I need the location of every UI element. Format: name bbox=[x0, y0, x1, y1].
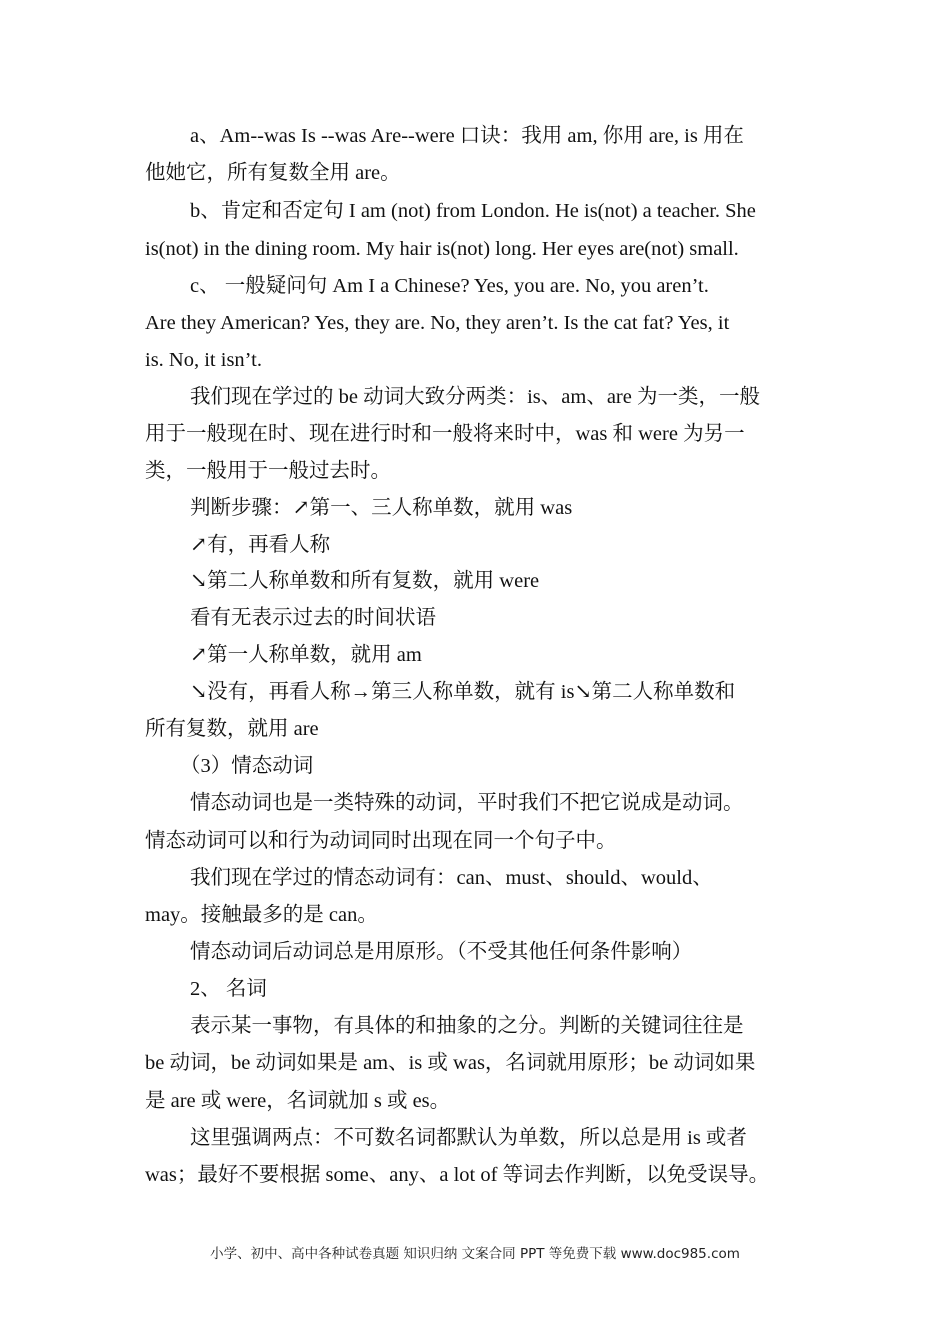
text-line: is(not) in the dining room. My hair is(not) long. Her eyes are(not) small. bbox=[145, 238, 739, 260]
text-line: was；最好不要根据 some、any、a lot of 等词去作判断，以免受误导。 bbox=[145, 1164, 770, 1186]
text-line: 判断步骤：↗第一、三人称单数，就用 was bbox=[190, 497, 573, 519]
text-line: b、肯定和否定句 I am (not) from London. He is(not) a teacher. She bbox=[190, 200, 756, 222]
text-line: ↗有，再看人称 bbox=[190, 534, 331, 556]
text-line: 情态动词后动词总是用原形。（不受其他任何条件影响） bbox=[190, 941, 693, 963]
text-line: ↘没有，再看人称→第三人称单数，就有 is↘第二人称单数和 bbox=[190, 681, 736, 703]
text-line: 我们现在学过的情态动词有：can、must、should、would、 bbox=[190, 867, 713, 889]
text-line: 这里强调两点：不可数名词都默认为单数，所以总是用 is 或者 bbox=[190, 1127, 747, 1149]
text-line: ↘第二人称单数和所有复数，就用 were bbox=[190, 570, 540, 592]
text-line: 看有无表示过去的时间状语 bbox=[190, 607, 436, 629]
text-line: be 动词，be 动词如果是 am、is 或 was，名词就用原形；be 动词如果 bbox=[145, 1052, 756, 1074]
text-line: ↗第一人称单数，就用 am bbox=[190, 644, 422, 666]
text-line: a、Am--was Is --was Are--were 口诀：我用 am, 你用 are, is 用在 bbox=[190, 125, 744, 147]
text-line: 情态动词也是一类特殊的动词，平时我们不把它说成是动词。 bbox=[190, 792, 744, 814]
section-heading: （3）情态动词 bbox=[180, 755, 314, 777]
text-line: is. No, it isn’t. bbox=[145, 349, 262, 371]
text-line: c、 一般疑问句 Am I a Chinese? Yes, you are. No, you aren’t. bbox=[190, 275, 709, 297]
text-line: 类，一般用于一般过去时。 bbox=[145, 460, 391, 482]
text-line: 他她它，所有复数全用 are。 bbox=[145, 162, 401, 184]
text-line: 用于一般现在时、现在进行时和一般将来时中，was 和 were 为另一 bbox=[145, 423, 745, 445]
section-heading: 2、 名词 bbox=[190, 978, 267, 1000]
text-line: 是 are 或 were，名词就加 s 或 es。 bbox=[145, 1090, 451, 1112]
text-line: may。接触最多的是 can。 bbox=[145, 904, 378, 926]
page-footer: 小学、初中、高中各种试卷真题 知识归纳 文案合同 PPT 等免费下载 www.doc985.com bbox=[210, 1246, 740, 1262]
text-line: 所有复数，就用 are bbox=[145, 718, 319, 740]
text-line: Are they American? Yes, they are. No, they aren’t. Is the cat fat? Yes, it bbox=[145, 312, 730, 334]
text-line: 情态动词可以和行为动词同时出现在同一个句子中。 bbox=[145, 830, 617, 852]
text-line: 我们现在学过的 be 动词大致分两类：is、am、are 为一类，一般 bbox=[190, 386, 760, 408]
text-line: 表示某一事物，有具体的和抽象的之分。判断的关键词往往是 bbox=[190, 1015, 744, 1037]
